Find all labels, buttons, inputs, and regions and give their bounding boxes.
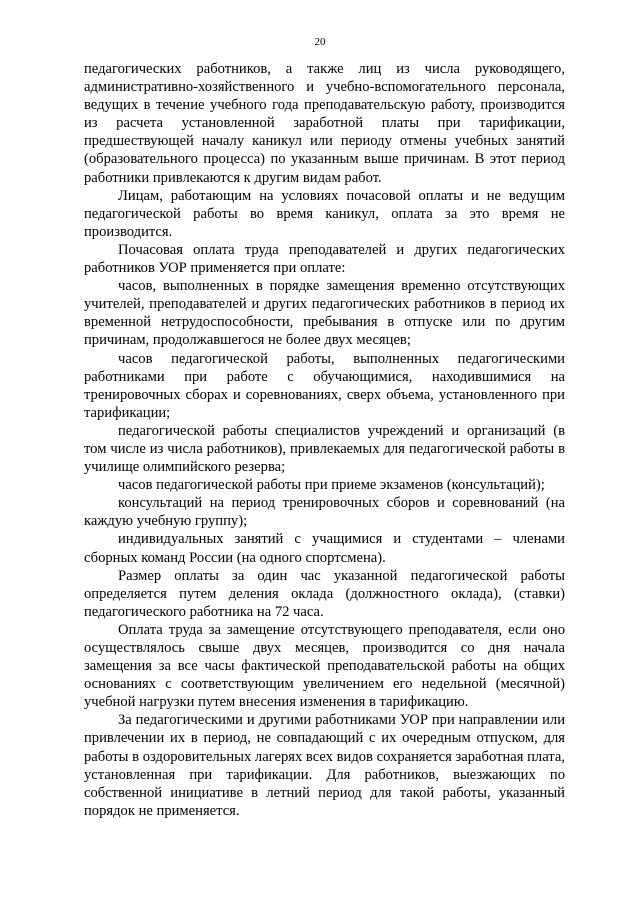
paragraph-2: Лицам, работающим на условиях почасовой оплаты и не ведущим педагогической работы во время каникул, оплата за это время не производится. [84,187,565,240]
paragraph-9: индивидуальных занятий с учащимися и студентами – членами сборных команд России (на одного спортсмена). [84,531,565,566]
paragraph-11: Оплата труда за замещение отсутствующего преподавателя, если оно осуществлялось свыше двух месяцев, производится со дня начала замещения за все часы фактической преподавательской работы на общих основаниях с соответствующим увеличением его недельной (месячной) учебной нагрузки путем внесения изменения в тарификацию. [84,621,565,711]
paragraph-8: консультаций на период тренировочных сборов и соревнований (на каждую учебную группу); [84,495,565,530]
paragraph-3: Почасовая оплата труда преподавателей и других педагогических работников УОР применяется при оплате: [84,241,565,277]
paragraph-10: Размер оплаты за один час указанной педагогической работы определяется путем деления оклада (должностного оклада), (ставки) педагогического работника на 72 часа. [84,567,565,620]
paragraph-6: педагогической работы специалистов учреждений и организаций (в том числе из числа работников), привлекаемых для педагогической работы в училище олимпийского резерва; [84,422,565,476]
paragraph-7: часов педагогической работы при приеме экзаменов (консультаций); [118,477,545,494]
document-body [84,60,565,820]
paragraph-1: педагогических работников, а также лиц из числа руководящего, административно-хозяйственного и учебно-вспомогательного персонала, ведущих в течение учебного года преподавательскую работу, производится из расчета установленной заработной платы при тарификации, предшествующей началу каникул или периоду отмены учебных занятий (образовательного процесса) по указанным выше причинам. В этот период работники привлекаются к другим видам работ. [84,61,565,186]
paragraph-12: За педагогическими и другими работниками УОР при направлении или привлечении их в период, не совпадающий с их очередным отпуском, для работы в оздоровительных лагерях всех видов сохраняется заработная плата, установленная при тарификации. Для работников, выезжающих по собственной инициативе в летний период для такой работы, указанный порядок не применяется. [84,712,565,819]
page-number: 20 [314,36,326,48]
paragraph-5: часов педагогической работы, выполненных педагогическими работниками при работе с обучающимися, находившимися на тренировочных сборах и соревнованиях, сверх объема, установленного при тарификации; [84,350,565,421]
paragraph-4: часов, выполненных в порядке замещения временно отсутствующих учителей, преподавателей и других педагогических работников в период их временной нетрудоспособности, пребывания в отпуске или по другим причинам, продолжавшегося не более двух месяцев; [84,278,565,349]
